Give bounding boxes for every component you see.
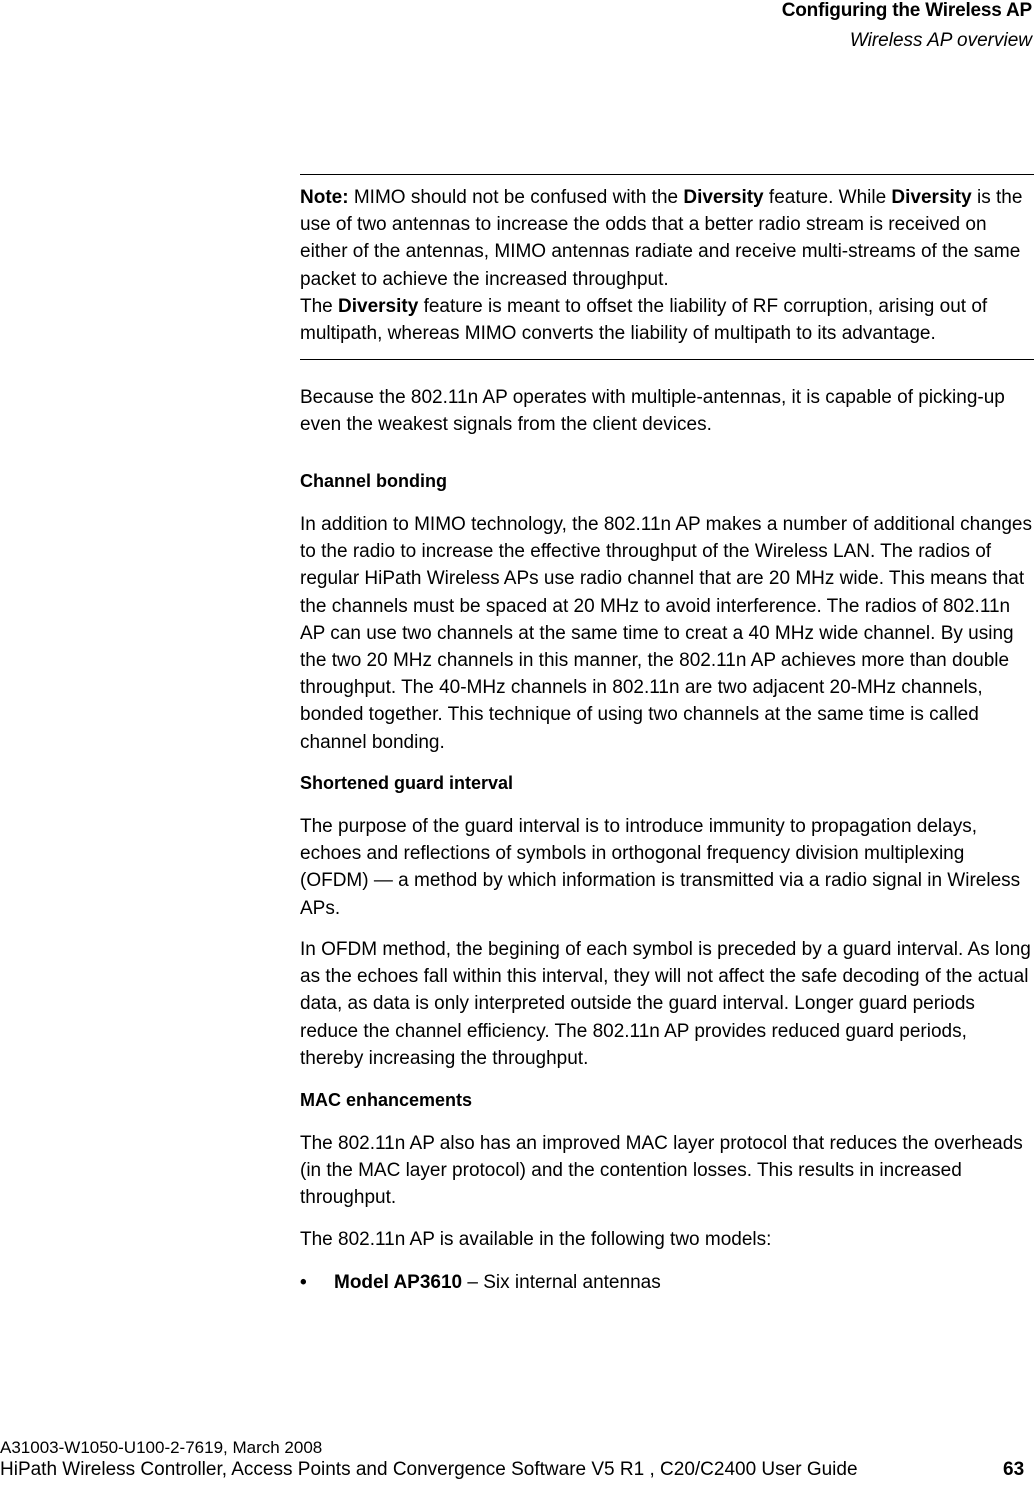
section-paragraph: In addition to MIMO technology, the 802.11n AP makes a number of additional changes to the radio to increase the effective throughput of the Wireless LAN. The radios of regular HiPath Wireless APs use radio channel that are 20 MHz wide. This means that the channels must be spaced at 20 MHz to avoid interference. The radios of 802.11n AP can use two channels at the same time to creat a 40 MHz wide channel. By using the two 20 MHz channels in this manner, the 802.11n AP achieves more than double throughput. The 40-MHz channels in 802.11n are two adjacent 20-MHz channels, bonded together. This technique of using two channels at the same time is called channel bonding.	[300, 514, 1032, 753]
section-heading: Shortened guard interval	[300, 773, 514, 793]
section-paragraph: In OFDM method, the begining of each symbol is preceded by a guard interval. As long as the echoes fall within this interval, they will not affect the safe decoding of the actual data, as data is only interpreted outside the guard interval. Longer guard periods reduce the channel efficiency. The 802.11n AP provides reduced guard periods, thereby increasing the throughput.	[300, 939, 1031, 1069]
running-header-subtitle: Wireless AP overview	[849, 30, 1032, 51]
note-label: Note:	[300, 187, 349, 208]
note-top-rule	[300, 174, 1034, 175]
note-text: MIMO should not be confused with the	[348, 187, 684, 208]
note-text: is the use of two antennas to increase the odds that a better radio stream is received on either of the antennas, MIMO antennas radiate and receive multi-streams of the same packet to achieve the increased throughput.	[300, 187, 1023, 290]
running-header-title: Configuring the Wireless AP	[781, 0, 1032, 21]
page-number: 63	[1003, 1459, 1025, 1480]
note-term: Diversity	[683, 187, 764, 208]
note-term: Diversity	[338, 295, 419, 317]
note-term: Diversity	[891, 187, 972, 208]
note-text: The	[300, 295, 339, 317]
section-paragraph: The purpose of the guard interval is to introduce immunity to propagation delays, echoes and reflections of symbols in orthogonal frequency division multiplexing (OFDM) — a method by which information is transmitted via a radio signal in Wireless APs.	[300, 816, 1021, 919]
bullet-item	[300, 1269, 1032, 1296]
note-paragraph-1	[300, 184, 1032, 293]
note-box	[300, 184, 1032, 347]
note-paragraph-2	[300, 293, 1032, 347]
note-text: feature is meant to offset the liability of RF corruption, arising out of multipath, whereas MIMO converts the liability of multipath to its advantage.	[300, 295, 988, 345]
bullet-model: Model AP3610	[334, 1272, 463, 1293]
section-heading: MAC enhancements	[300, 1090, 473, 1110]
intro-paragraph: Because the 802.11n AP operates with multiple-antennas, it is capable of picking-up even the weakest signals from the client devices.	[300, 387, 1005, 436]
footer-guide-title: HiPath Wireless Controller, Access Points and Convergence Software V5 R1 , C20/C2400 User Guide	[0, 1459, 858, 1480]
note-bottom-rule	[300, 359, 1034, 360]
note-text: feature. While	[763, 187, 892, 208]
section-heading: Channel bonding	[300, 471, 447, 491]
bullet-text	[334, 1269, 661, 1296]
section-paragraph: The 802.11n AP is available in the following two models:	[300, 1229, 772, 1250]
bullet-desc: – Six internal antennas	[462, 1272, 661, 1293]
footer-doc-number: A31003-W1050-U100-2-7619, March 2008	[0, 1438, 323, 1457]
section-paragraph: The 802.11n AP also has an improved MAC layer protocol that reduces the overheads (in the MAC layer protocol) and the contention losses. This results in increased throughput.	[300, 1133, 1023, 1209]
bullet-symbol: •	[300, 1272, 307, 1293]
